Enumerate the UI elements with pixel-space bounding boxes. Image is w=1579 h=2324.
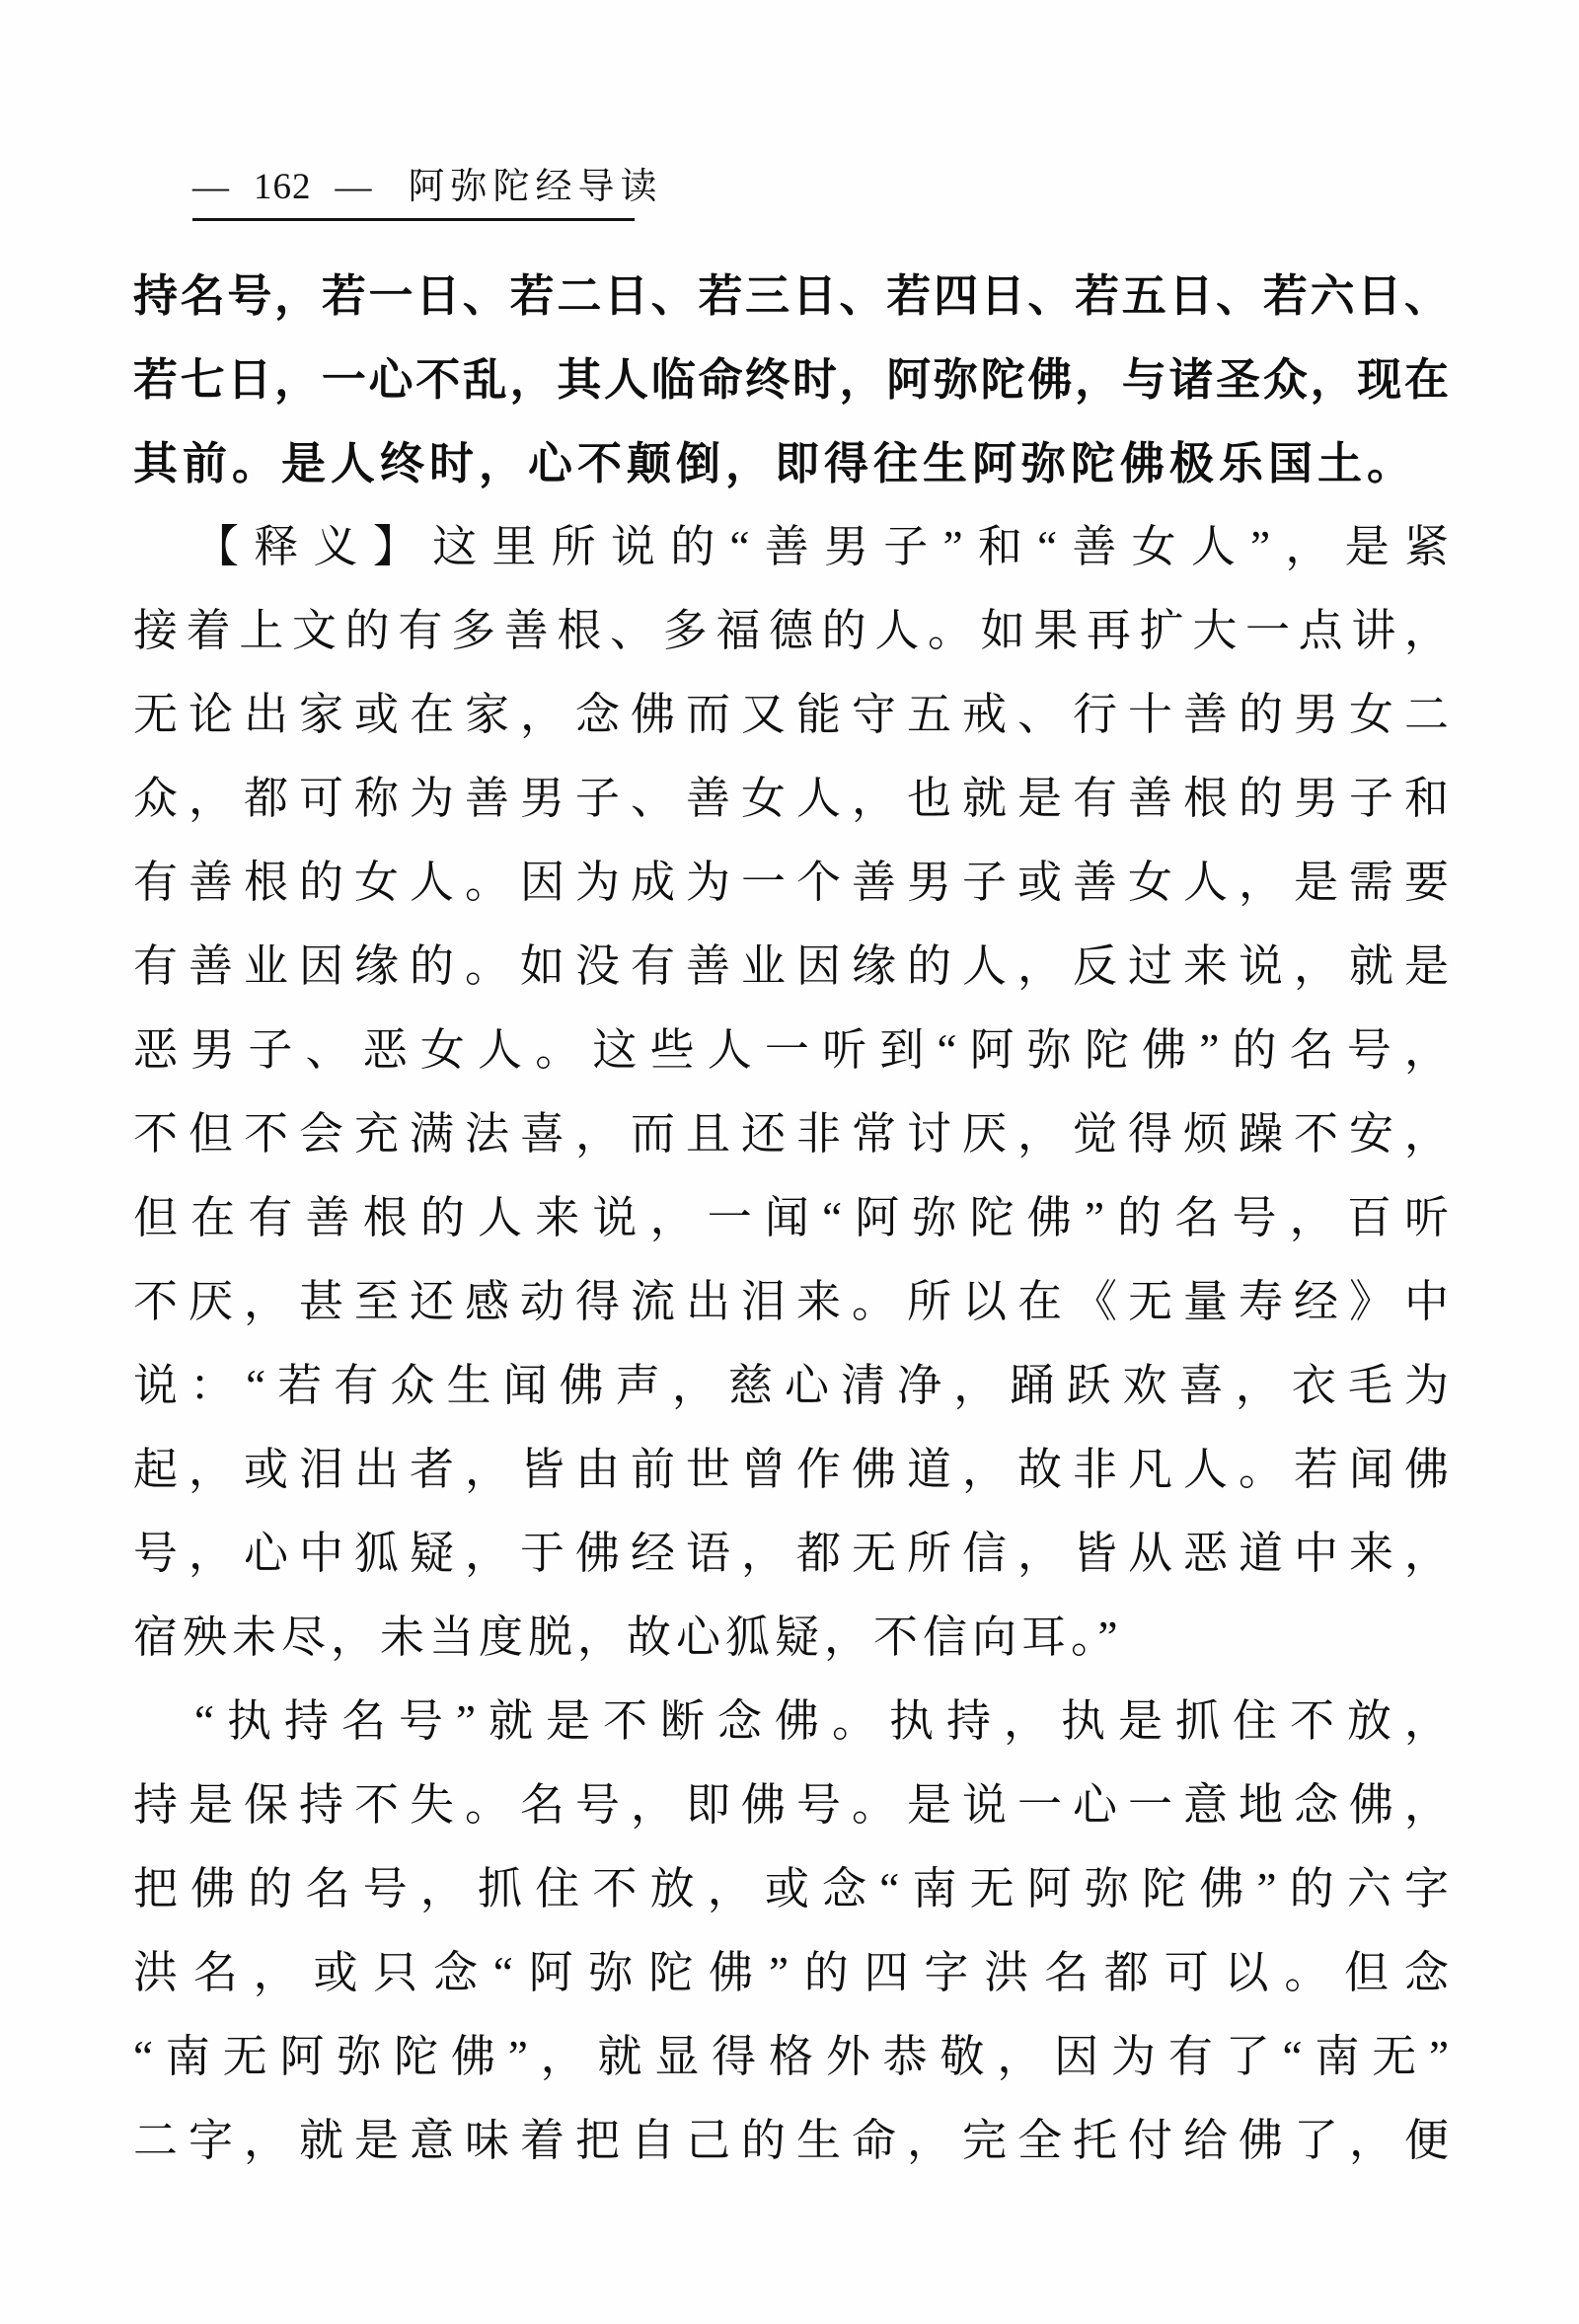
text-line: 持名号，若一日、若二日、若三日、若四日、若五日、若六日、: [133, 270, 1451, 321]
header-dash-left: —: [192, 167, 230, 207]
text-line: “南无阿弥陀佛”，就显得格外恭敬，因为有了“南无”: [133, 2032, 1451, 2081]
text-line: 不厌，甚至还感动得流出泪来。所以在《无量寿经》中: [133, 1277, 1451, 1326]
text-line: 但在有善根的人来说，一闻“阿弥陀佛”的名号，百听: [133, 1193, 1451, 1242]
text-line: 恶男子、恶女人。这些人一听到“阿弥陀佛”的名号，: [133, 1025, 1451, 1075]
text-line: 有善根的女人。因为成为一个善男子或善女人，是需要: [133, 858, 1451, 907]
text-line: 若七日，一心不乱，其人临命终时，阿弥陀佛，与诸圣众，现在: [133, 354, 1451, 405]
page-body: [133, 254, 1451, 2183]
book-title: 阿弥陀经导读: [408, 167, 663, 207]
text-line: 二字，就是意味着把自己的生命，完全托付给佛了，便: [133, 2116, 1451, 2165]
text-line: 宿殃未尽，未当度脱，故心狐疑，不信向耳。”: [133, 1612, 1123, 1662]
text-line: 说：“若有众生闻佛声，慈心清净，踊跃欢喜，衣毛为: [133, 1361, 1451, 1410]
text-line: 洪名，或只念“阿弥陀佛”的四字洪名都可以。但念: [133, 1948, 1451, 1997]
text-line: 持是保持不失。名号，即佛号。是说一心一意地念佛，: [133, 1780, 1451, 1830]
text-line: 把佛的名号，抓住不放，或念“南无阿弥陀佛”的六字: [133, 1864, 1451, 1913]
page-header: [192, 156, 663, 221]
text-line: 【释义】这里所说的“善男子”和“善女人”，是紧: [194, 522, 1451, 571]
text-line: 接着上文的有多善根、多福德的人。如果再扩大一点讲，: [133, 606, 1451, 655]
text-line: 起，或泪出者，皆由前世曾作佛道，故非凡人。若闻佛: [133, 1445, 1451, 1494]
header-dash-right: —: [335, 167, 373, 207]
text-line: 有善业因缘的。如没有善业因缘的人，反过来说，就是: [133, 941, 1451, 991]
text-line: 众，都可称为善男子、善女人，也就是有善根的男子和: [133, 774, 1451, 823]
text-line: 无论出家或在家，念佛而又能守五戒、行十善的男女二: [133, 690, 1451, 739]
page-number: 162: [254, 167, 312, 207]
commentary-section: [133, 505, 1451, 2183]
text-line: 号，心中狐疑，于佛经语，都无所信，皆从恶道中来，: [133, 1529, 1451, 1578]
sutra-quote-paragraph: [133, 254, 1451, 505]
text-line: 不但不会充满法喜，而且还非常讨厌，觉得烦躁不安，: [133, 1109, 1451, 1159]
text-line: “执持名号”就是不断念佛。执持，执是抓住不放，: [194, 1696, 1451, 1746]
text-line: 其前。是人终时，心不颠倒，即得往生阿弥陀佛极乐国土。: [133, 438, 1417, 488]
